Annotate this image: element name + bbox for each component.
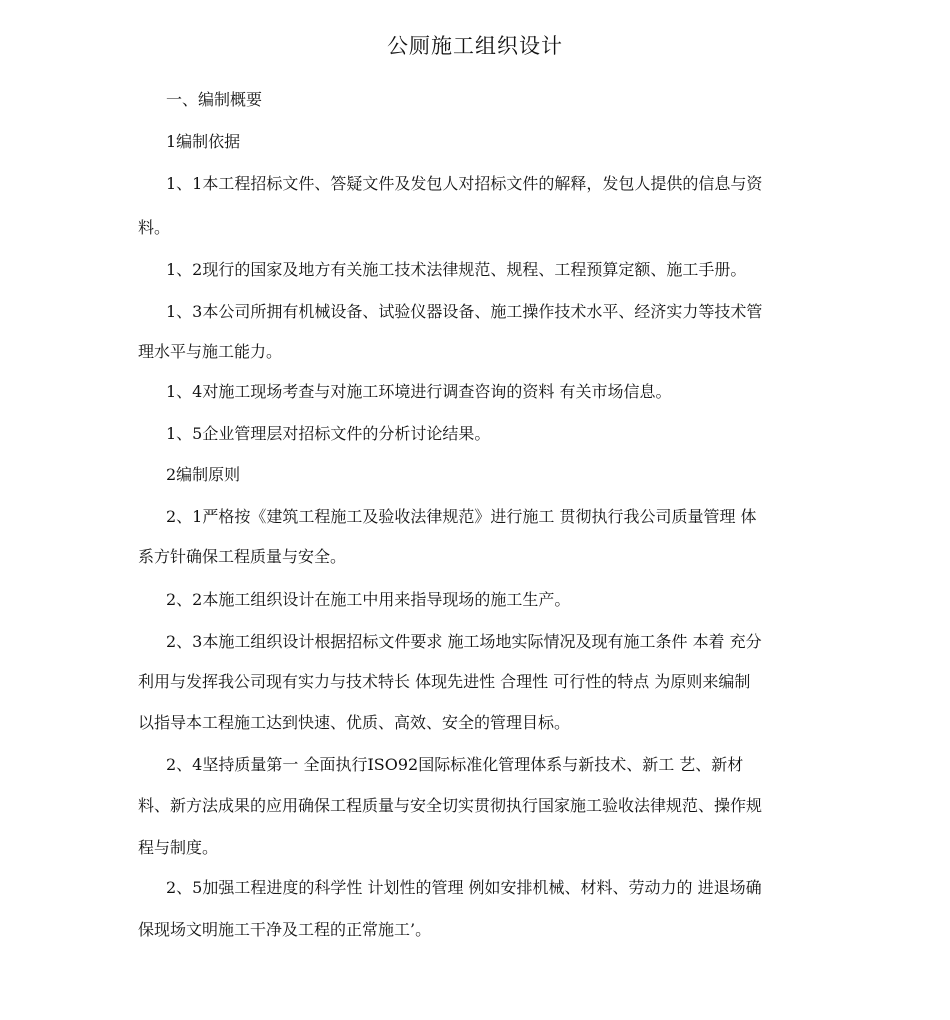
subsection-heading-1: 1编制依据 [166,132,241,151]
paragraph-line: 系方针确保工程质量与安全。 [138,547,347,566]
section-heading-1: 一、编制概要 [166,90,263,109]
paragraph-line: 2、2本施工组织设计在施工中用来指导现场的施工生产。 [166,590,571,609]
paragraph-line: 2、4坚持质量第一 全面执行ISO92国际标准化管理体系与新技术、新工 艺、新材 [166,755,744,774]
paragraph-line: 理水平与施工能力。 [138,342,283,361]
paragraph-line: 利用与发挥我公司现有实力与技术特长 体现先进性 合理性 可行性的特点 为原则来编制 [138,672,751,691]
paragraph-line: 程与制度。 [138,838,219,857]
paragraph-line: 2、3本施工组织设计根据招标文件要求 施工场地实际情况及现有施工条件 本着 充分 [166,632,762,651]
paragraph-line: 1、5企业管理层对招标文件的分析讨论结果。 [166,424,491,443]
paragraph-line: 料、新方法成果的应用确保工程质量与安全切实贯彻执行国家施工验收法律规范、操作规 [138,796,763,815]
paragraph-line: 2、1严格按《建筑工程施工及验收法律规范》进行施工 贯彻执行我公司质量管理 体 [166,507,757,526]
paragraph-line: 以指导本工程施工达到快速、优质、高效、安全的管理目标。 [138,713,571,732]
paragraph-line: 1、4对施工现场考查与对施工环境进行调查咨询的资料 有关市场信息。 [166,382,672,401]
paragraph-line: 保现场文明施工干净及工程的正常施工’。 [138,920,432,939]
paragraph-line: 料。 [138,218,171,237]
paragraph-line: 1、2现行的国家及地方有关施工技术法律规范、规程、工程预算定额、施工手册。 [166,260,747,279]
paragraph-line: 1、1本工程招标文件、答疑文件及发包人对招标文件的解释，发包人提供的信息与资 [166,174,763,193]
subsection-heading-2: 2编制原则 [166,465,241,484]
paragraph-line: 1、3本公司所拥有机械设备、试验仪器设备、施工操作技术水平、经济实力等技术管 [166,302,763,321]
document-title: 公厕施工组织设计 [387,34,563,58]
paragraph-line: 2、5加强工程进度的科学性 计划性的管理 例如安排机械、材料、劳动力的 进退场确 [166,878,762,897]
